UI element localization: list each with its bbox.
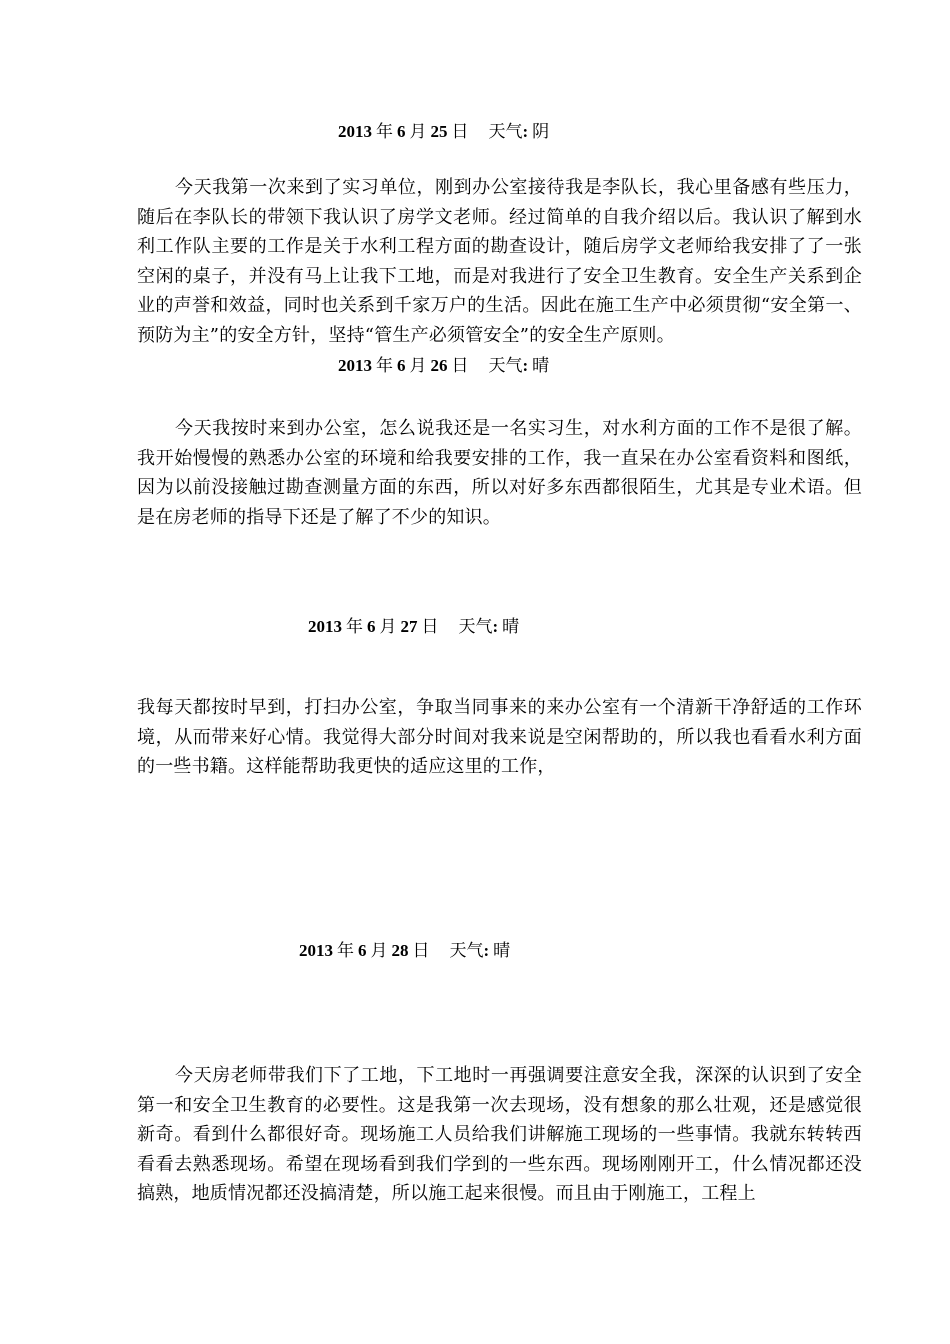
heading-year-suffix: 年: [376, 356, 393, 375]
heading-year-suffix: 年: [337, 941, 354, 960]
heading-weather-label: 天气: [458, 617, 493, 636]
heading-weather: 晴: [493, 941, 511, 960]
entry-body-2: 今天我按时来到办公室，怎么说我还是一名实习生，对水利方面的工作不是很了解。我开始慢慢的熟悉办公室的环境和给我要安排的工作，我一直呆在办公室看资料和图纸，因为以前没接触过勘查测量方面的东西，所以对好多东西都很陌生，尤其是专业术语。但是在房老师的指导下还是了解了不少的知识。: [137, 418, 862, 528]
heading-month-suffix: 月: [409, 122, 427, 141]
heading-day: 26: [430, 356, 448, 375]
heading-month: 6: [397, 122, 406, 141]
heading-year-suffix: 年: [376, 122, 393, 141]
heading-weather-colon: :: [483, 941, 490, 960]
heading-weather: 晴: [532, 356, 550, 375]
entry-body-4: 今天房老师带我们下了工地，下工地时一再强调要注意安全我，深深的认识到了安全第一和安全卫生教育的必要性。这是我第一次去现场，没有想象的那么壮观，还是感觉很新奇。看到什么都很好奇。现场施工人员给我们讲解施工现场的一些事情。我就东转转西看看去熟悉现场。希望在现场看到我们学到的一些东西。现场刚刚开工，什么情况都还没搞熟，地质情况都还没搞清楚，所以施工起来很慢。而且由于刚施工，工程上: [137, 1065, 862, 1204]
heading-month-suffix: 月: [409, 356, 427, 375]
heading-month-suffix: 月: [379, 617, 397, 636]
heading-weather: 阴: [532, 122, 550, 141]
heading-day-suffix: 日: [421, 617, 439, 636]
heading-weather-colon: :: [522, 356, 529, 375]
heading-day: 25: [430, 122, 448, 141]
heading-year: 2013: [299, 941, 333, 960]
heading-day: 28: [391, 941, 409, 960]
heading-day-suffix: 日: [412, 941, 430, 960]
heading-weather-label: 天气: [488, 122, 523, 141]
entry-heading-1: [338, 121, 549, 143]
heading-year: 2013: [308, 617, 342, 636]
heading-month: 6: [367, 617, 376, 636]
entry-heading-3: [308, 616, 519, 638]
heading-weather-colon: :: [492, 617, 499, 636]
heading-year: 2013: [338, 122, 372, 141]
heading-weather-label: 天气: [449, 941, 484, 960]
entry-heading-2: [338, 355, 549, 377]
entry-heading-4: [299, 940, 510, 962]
heading-day-suffix: 日: [451, 122, 469, 141]
heading-day: 27: [400, 617, 418, 636]
heading-year: 2013: [338, 356, 372, 375]
heading-weather-label: 天气: [488, 356, 523, 375]
heading-day-suffix: 日: [451, 356, 469, 375]
heading-month: 6: [397, 356, 406, 375]
heading-weather-colon: :: [522, 122, 529, 141]
entry-body-3: 我每天都按时早到，打扫办公室，争取当同事来的来办公室有一个清新干净舒适的工作环境，从而带来好心情。我觉得大部分时间对我来说是空闲帮助的，所以我也看看水利方面的一些书籍。这样能帮助我更快的适应这里的工作，: [137, 697, 862, 777]
heading-weather: 晴: [502, 617, 520, 636]
heading-month: 6: [358, 941, 367, 960]
heading-month-suffix: 月: [370, 941, 388, 960]
heading-year-suffix: 年: [346, 617, 363, 636]
entry-body-1: 今天我第一次来到了实习单位，刚到办公室接待我是李队长，我心里备感有些压力，随后在李队长的带领下我认识了房学文老师。经过简单的自我介绍以后。我认识了解到水利工作队主要的工作是关于水利工程方面的勘查设计，随后房学文老师给我安排了了一张空闲的桌子，并没有马上让我下工地，而是对我进行了安全卫生教育。安全生产关系到企业的声誉和效益，同时也关系到千家万户的生活。因此在施工生产中必须贯彻“安全第一、预防为主”的安全方针，坚持“管生产必须管安全”的安全生产原则。: [137, 177, 862, 346]
